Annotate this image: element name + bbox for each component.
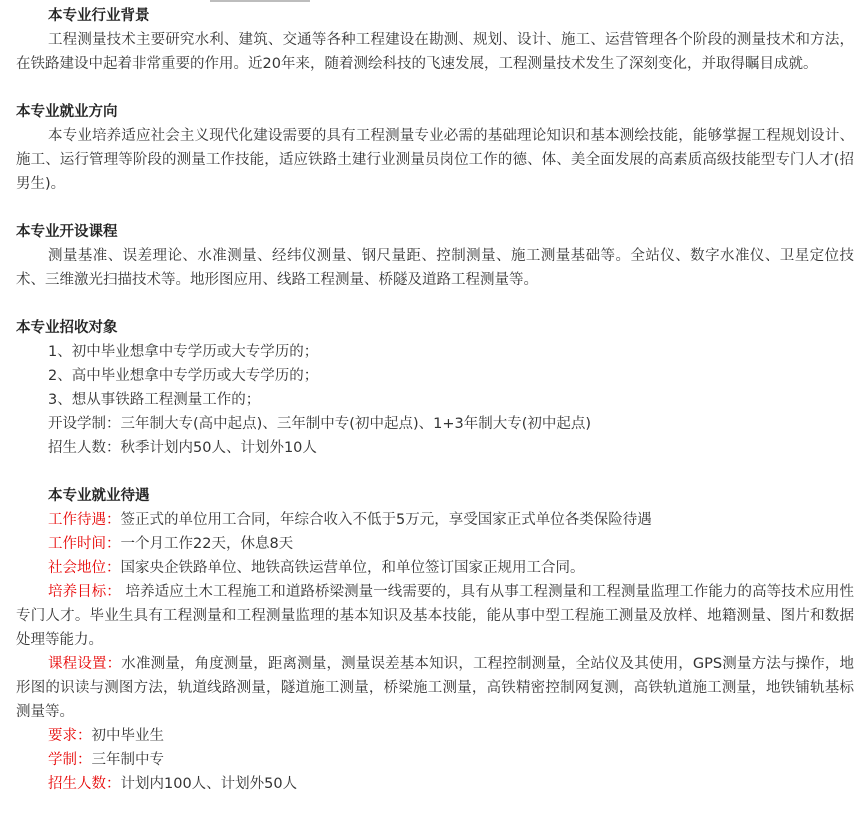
benefit-label: 工作待遇： <box>48 512 121 528</box>
spacer <box>16 76 854 100</box>
spacer <box>16 196 854 220</box>
benefit-text: 水准测量，角度测量，距离测量，测量误差基本知识，工程控制测量，全站仪及其使用，GPS测量方法与操作，地形图的识读与测图方法，轨道线路测量，隧道施工测量，桥梁施工测量，高铁精密控制网复测，高铁轨道施工测量，地铁铺轨基标测量等。 <box>16 656 855 720</box>
benefit-label: 要求： <box>48 728 92 744</box>
enrollment-heading: 本专业招收对象 <box>16 320 118 336</box>
benefit-text: 初中毕业生 <box>91 728 164 744</box>
article-content <box>16 4 854 796</box>
enrollment-system: 开设学制：三年制大专(高中起点)、三年制中专(初中起点)、1+3年制大专(初中起点) <box>48 416 592 432</box>
benefit-label: 社会地位： <box>48 560 121 576</box>
benefit-label: 招生人数： <box>48 776 121 792</box>
benefit-row-treatment <box>16 508 854 532</box>
benefits-heading: 本专业就业待遇 <box>48 488 150 504</box>
benefit-row-curriculum <box>16 652 854 724</box>
benefit-label: 课程设置： <box>48 656 122 672</box>
benefit-label: 工作时间： <box>48 536 121 552</box>
benefit-row-duration <box>16 748 854 772</box>
enrollment-item: 2、高中毕业想拿中专学历或大专学历的； <box>48 368 319 384</box>
enrollment-quota: 招生人数：秋季计划内50人、计划外10人 <box>48 440 317 456</box>
benefit-text: 计划内100人、计划外50人 <box>120 776 298 792</box>
spacer <box>16 460 854 484</box>
employment-direction-paragraph: 本专业培养适应社会主义现代化建设需要的具有工程测量专业必需的基础理论知识和基本测绘技能，能够掌握工程规划设计、施工、运行管理等阶段的测量工作技能，适应铁路土建行业测量员岗位工作的德、体、美全面发展的高素质高级技能型专门人才(招男生)。 <box>16 128 854 192</box>
benefit-row-goal <box>16 580 854 652</box>
courses-heading: 本专业开设课程 <box>16 224 118 240</box>
benefit-label: 培养目标： <box>48 584 121 600</box>
enrollment-item: 3、想从事铁路工程测量工作的； <box>48 392 261 408</box>
benefit-row-requirement <box>16 724 854 748</box>
benefit-text: 签正式的单位用工合同，年综合收入不低于5万元，享受国家正式单位各类保险待遇 <box>120 512 652 528</box>
enrollment-item: 1、初中毕业想拿中专学历或大专学历的； <box>48 344 319 360</box>
benefit-text: 一个月工作22天，休息8天 <box>120 536 294 552</box>
benefit-row-quota <box>16 772 854 796</box>
employment-direction-heading: 本专业就业方向 <box>16 104 118 120</box>
benefit-label: 学制： <box>48 752 92 768</box>
top-divider <box>0 0 864 2</box>
background-heading: 本专业行业背景 <box>48 8 150 24</box>
benefit-text: 三年制中专 <box>91 752 164 768</box>
benefit-row-status <box>16 556 854 580</box>
courses-paragraph: 测量基准、误差理论、水准测量、经纬仪测量、钢尺量距、控制测量、施工测量基础等。全站仪、数字水准仪、卫星定位技术、三维激光扫描技术等。地形图应用、线路工程测量、桥隧及道路工程测量等。 <box>16 248 854 288</box>
background-paragraph: 工程测量技术主要研究水利、建筑、交通等各种工程建设在勘测、规划、设计、施工、运营管理各个阶段的测量技术和方法，在铁路建设中起着非常重要的作用。近20年来，随着测绘科技的飞速发展，工程测量技术发生了深刻变化，并取得瞩目成就。 <box>16 32 854 72</box>
benefit-row-hours <box>16 532 854 556</box>
benefit-text: 培养适应土木工程施工和道路桥梁测量一线需要的，具有从事工程测量和工程测量监理工作能力的高等技术应用性专门人才。毕业生具有工程测量和工程测量监理的基本知识及基本技能，能从事中型工程施工测量及放样、地籍测量、图片和数据处理等能力。 <box>16 584 855 648</box>
benefit-text: 国家央企铁路单位、地铁高铁运营单位，和单位签订国家正规用工合同。 <box>120 560 585 576</box>
spacer <box>16 292 854 316</box>
